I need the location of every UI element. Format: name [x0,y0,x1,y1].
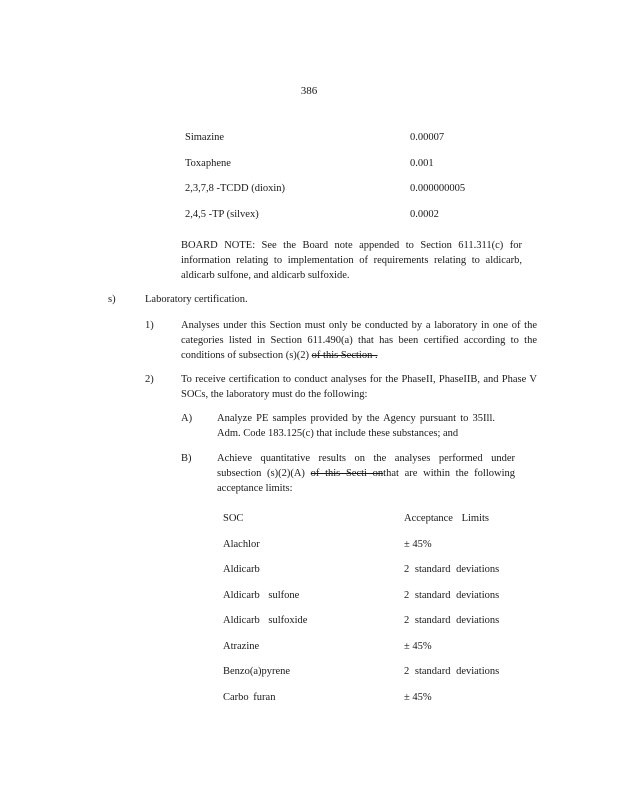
item-b-struck: of this Secti on [310,468,384,479]
soc-limit: 2 standard deviations [404,615,500,626]
page-number: 386 [300,85,318,97]
soc-limit: ± 45% [404,692,432,703]
soc-header: SOC [223,513,244,524]
soc-name: Benzo(a)pyrene [223,666,291,677]
item-1-label: 1) [145,320,154,331]
board-note: BOARD NOTE: See the Board note appended to Section 611.311(c) for information relating to implementation of requirements relating to aldicarb, aldicarb sulfone, and aldicarb sulfoxide. [181,240,522,281]
item-a-text: Analyze PE samples provided by the Agency pursuant to 35Ill. Adm. Code 183.125(c) that include these substances; and [217,413,495,439]
item-1-body: Analyses under this Section must only be conducted by a laboratory in one of the categories listed in Section 611.490(a) that has been certified according to the conditions of subsection (s)(2) [181,320,537,361]
mcl-value: 0.001 [410,158,434,169]
soc-limit: 2 standard deviations [404,564,500,575]
mcl-name: Simazine [185,132,225,143]
soc-name: Atrazine [223,641,260,652]
soc-limit: ± 45% [404,641,432,652]
limits-header: Acceptance Limits [404,513,490,524]
soc-limit: 2 standard deviations [404,666,500,677]
item-a-label: A) [181,413,193,424]
soc-limit: 2 standard deviations [404,590,500,601]
item-b-text [217,451,515,496]
section-s-label: s) [108,294,116,305]
mcl-name: 2,3,7,8 -TCDD (dioxin) [185,183,286,194]
item-b-label: B) [181,453,192,464]
soc-name: Aldicarb sulfoxide [223,615,308,626]
section-s-title: Laboratory certification. [145,294,248,305]
item-b-body-after: that are within the following acceptance limits: [217,468,516,494]
mcl-name: 2,4,5 -TP (silvex) [185,209,259,220]
soc-name: Aldicarb [223,564,260,575]
soc-limit: ± 45% [404,539,432,550]
soc-name: Alachlor [223,539,260,550]
mcl-value: 0.00007 [410,132,445,143]
mcl-value: 0.0002 [410,209,439,220]
soc-name: Carbo furan [223,692,276,703]
mcl-value: 0.000000005 [410,183,466,194]
soc-name: Aldicarb sulfone [223,590,300,601]
item-2-label: 2) [145,374,154,385]
item-2-text: To receive certification to conduct analyses for the PhaseII, PhaseIIB, and Phase V SOCs, the laboratory must do the following: [181,374,537,400]
mcl-name: Toxaphene [185,158,231,169]
item-1-text [181,318,537,363]
item-1-struck: of this Section . [311,350,378,361]
item-b-body: Achieve quantitative results on the analyses performed under subsection (s)(2)(A) [217,453,515,479]
